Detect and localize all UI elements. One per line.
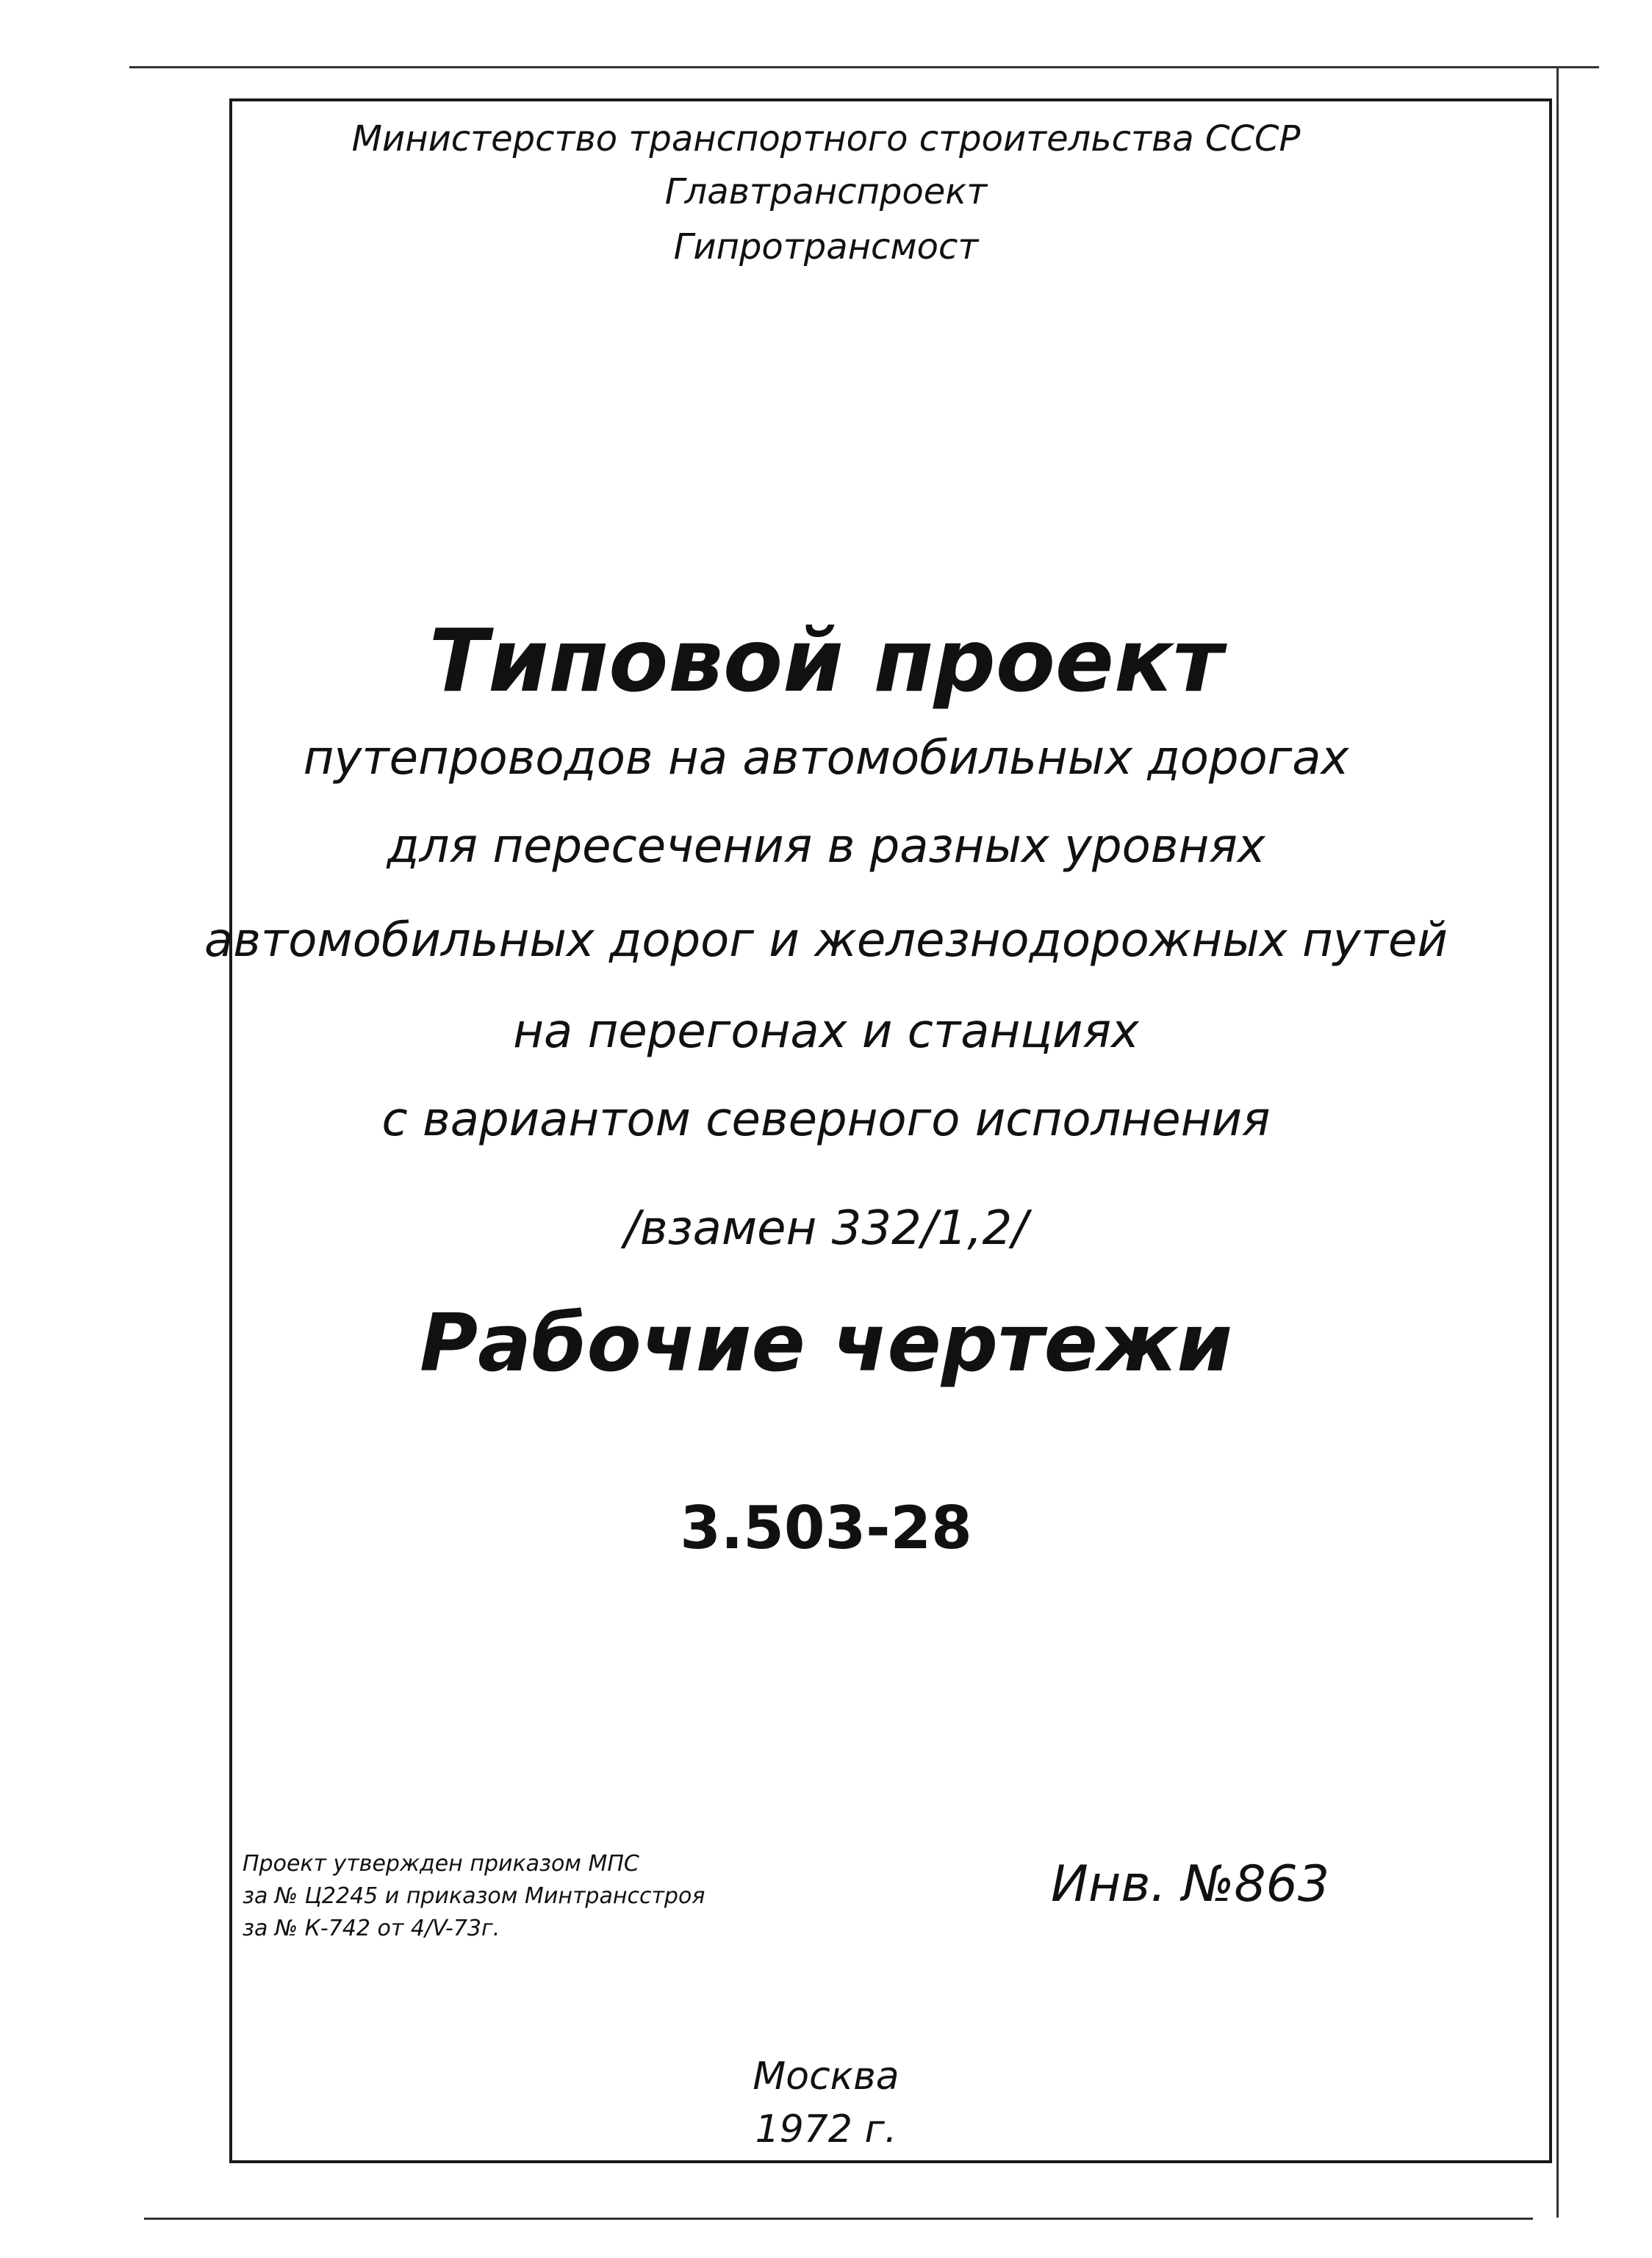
approval-line-3: за № К-742 от 4/V-73г. xyxy=(243,1916,500,1941)
institute-name: Гипротрансмост xyxy=(673,226,979,267)
subtitle-line-5: с вариантом северного исполнения xyxy=(381,1093,1271,1147)
scan-edge-top xyxy=(129,66,1599,68)
subtitle-line-4: на перегонах и станциях xyxy=(513,1004,1139,1059)
project-code: 3.503-28 xyxy=(680,1494,972,1562)
approval-line-1: Проект утвержден приказом МПС xyxy=(243,1851,639,1877)
approval-line-2: за № Ц2245 и приказом Минтрансстроя xyxy=(243,1883,705,1909)
ministry-name: Министерство транспортного строительства СССР xyxy=(351,118,1301,159)
working-drawings-heading: Рабочие чертежи xyxy=(420,1298,1232,1389)
subtitle-line-2: для пересечения в разных уровнях xyxy=(387,819,1265,874)
replaces-note: /взамен 332/1,2/ xyxy=(624,1201,1028,1256)
document-title: Типовой проект xyxy=(428,610,1224,711)
department-name: Главтранспроект xyxy=(664,171,988,212)
subtitle-line-3: автомобильных дорог и железнодорожных путей xyxy=(204,913,1448,968)
approval-note xyxy=(243,1848,963,1945)
scan-edge-bottom xyxy=(144,2218,1533,2220)
inventory-number: Инв. №863 xyxy=(1051,1855,1330,1913)
publication-year: 1972 г. xyxy=(755,2107,897,2151)
subtitle-line-1: путепроводов на автомобильных дорогах xyxy=(303,731,1349,785)
city-name: Москва xyxy=(753,2054,899,2099)
